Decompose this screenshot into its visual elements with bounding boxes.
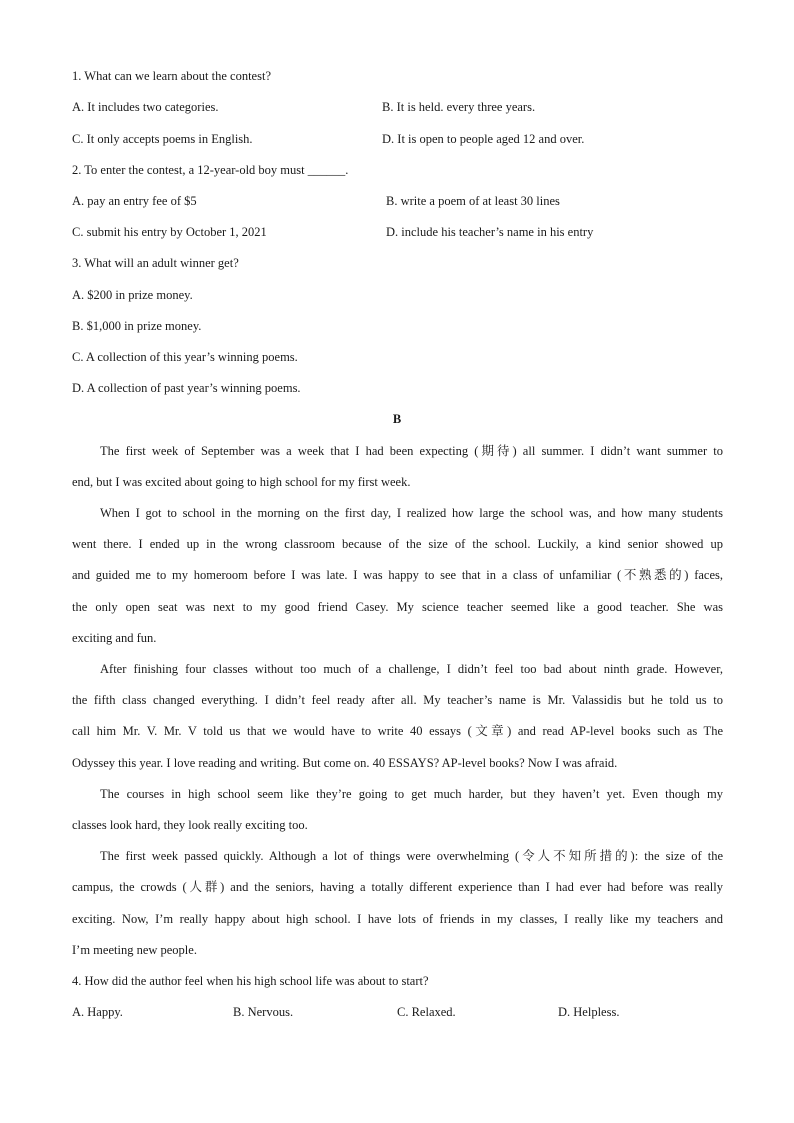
passage-line: end, but I was excited about going to high school for my first week.: [72, 475, 411, 489]
question-2-option-d: D. include his teacher’s name in his entry: [386, 225, 594, 239]
passage-line: exciting. Now, I’m really happy about high school. I have lots of friends in my classes, I really like my teachers and: [72, 912, 723, 926]
question-3-option-d: D. A collection of past year’s winning poems.: [72, 381, 301, 395]
passage-line: the only open seat was next to my good friend Casey. My science teacher seemed like a good teacher. She was: [72, 600, 723, 614]
passage-line: campus, the crowds (人群) and the seniors, having a totally different experience than I had ever had before was really: [72, 880, 723, 894]
question-2-stem: 2. To enter the contest, a 12-year-old boy must ______.: [72, 163, 349, 177]
question-1-option-a: A. It includes two categories.: [72, 100, 219, 114]
question-4-option-c: C. Relaxed.: [397, 1005, 456, 1019]
passage-line: call him Mr. V. Mr. V told us that we would have to write 40 essays (文章) and read AP-level books such as The: [72, 724, 723, 738]
question-1-option-c: C. It only accepts poems in English.: [72, 132, 253, 146]
question-4-option-a: A. Happy.: [72, 1005, 123, 1019]
question-1-option-b: B. It is held. every three years.: [382, 100, 536, 114]
question-4-option-b: B. Nervous.: [233, 1005, 294, 1019]
question-1-stem: 1. What can we learn about the contest?: [72, 69, 271, 83]
passage-line: exciting and fun.: [72, 631, 157, 645]
passage-line: Odyssey this year. I love reading and writing. But come on. 40 ESSAYS? AP-level books? Now I was afraid.: [72, 756, 618, 770]
passage-line: The courses in high school seem like they’re going to get much harder, but they haven’t yet. Even though my: [100, 787, 723, 801]
passage-line: the fifth class changed everything. I didn’t feel ready after all. My teacher’s name is Mr. Valassidis but he told us to: [72, 693, 723, 707]
passage-line: When I got to school in the morning on the first day, I realized how large the school was, and how many students: [100, 506, 723, 520]
question-2-option-a: A. pay an entry fee of $5: [72, 194, 197, 208]
question-3-option-a: A. $200 in prize money.: [72, 288, 193, 302]
question-1-option-d: D. It is open to people aged 12 and over.: [382, 132, 585, 146]
question-2-option-c: C. submit his entry by October 1, 2021: [72, 225, 267, 239]
section-b-heading: B: [392, 412, 402, 426]
question-2-option-b: B. write a poem of at least 30 lines: [386, 194, 560, 208]
passage-line: I’m meeting new people.: [72, 943, 197, 957]
question-3-option-c: C. A collection of this year’s winning poems.: [72, 350, 298, 364]
passage-line: The first week of September was a week that I had been expecting (期待) all summer. I didn’t want summer to: [100, 444, 723, 458]
passage-line: and guided me to my homeroom before I was late. I was happy to see that in a class of unfamiliar (不熟悉的) faces,: [72, 568, 723, 582]
passage-line: The first week passed quickly. Although a lot of things were overwhelming (令人不知所措的): the size of the: [100, 849, 723, 863]
question-4-option-d: D. Helpless.: [558, 1005, 620, 1019]
question-3-option-b: B. $1,000 in prize money.: [72, 319, 202, 333]
question-4-stem: 4. How did the author feel when his high school life was about to start?: [72, 974, 429, 988]
passage-line: classes look hard, they look really exciting too.: [72, 818, 308, 832]
passage-line: After finishing four classes without too much of a challenge, I didn’t feel too bad about ninth grade. However,: [100, 662, 723, 676]
question-3-stem: 3. What will an adult winner get?: [72, 256, 239, 270]
passage-line: went there. I ended up in the wrong classroom because of the size of the school. Luckily, a kind senior showed up: [72, 537, 723, 551]
